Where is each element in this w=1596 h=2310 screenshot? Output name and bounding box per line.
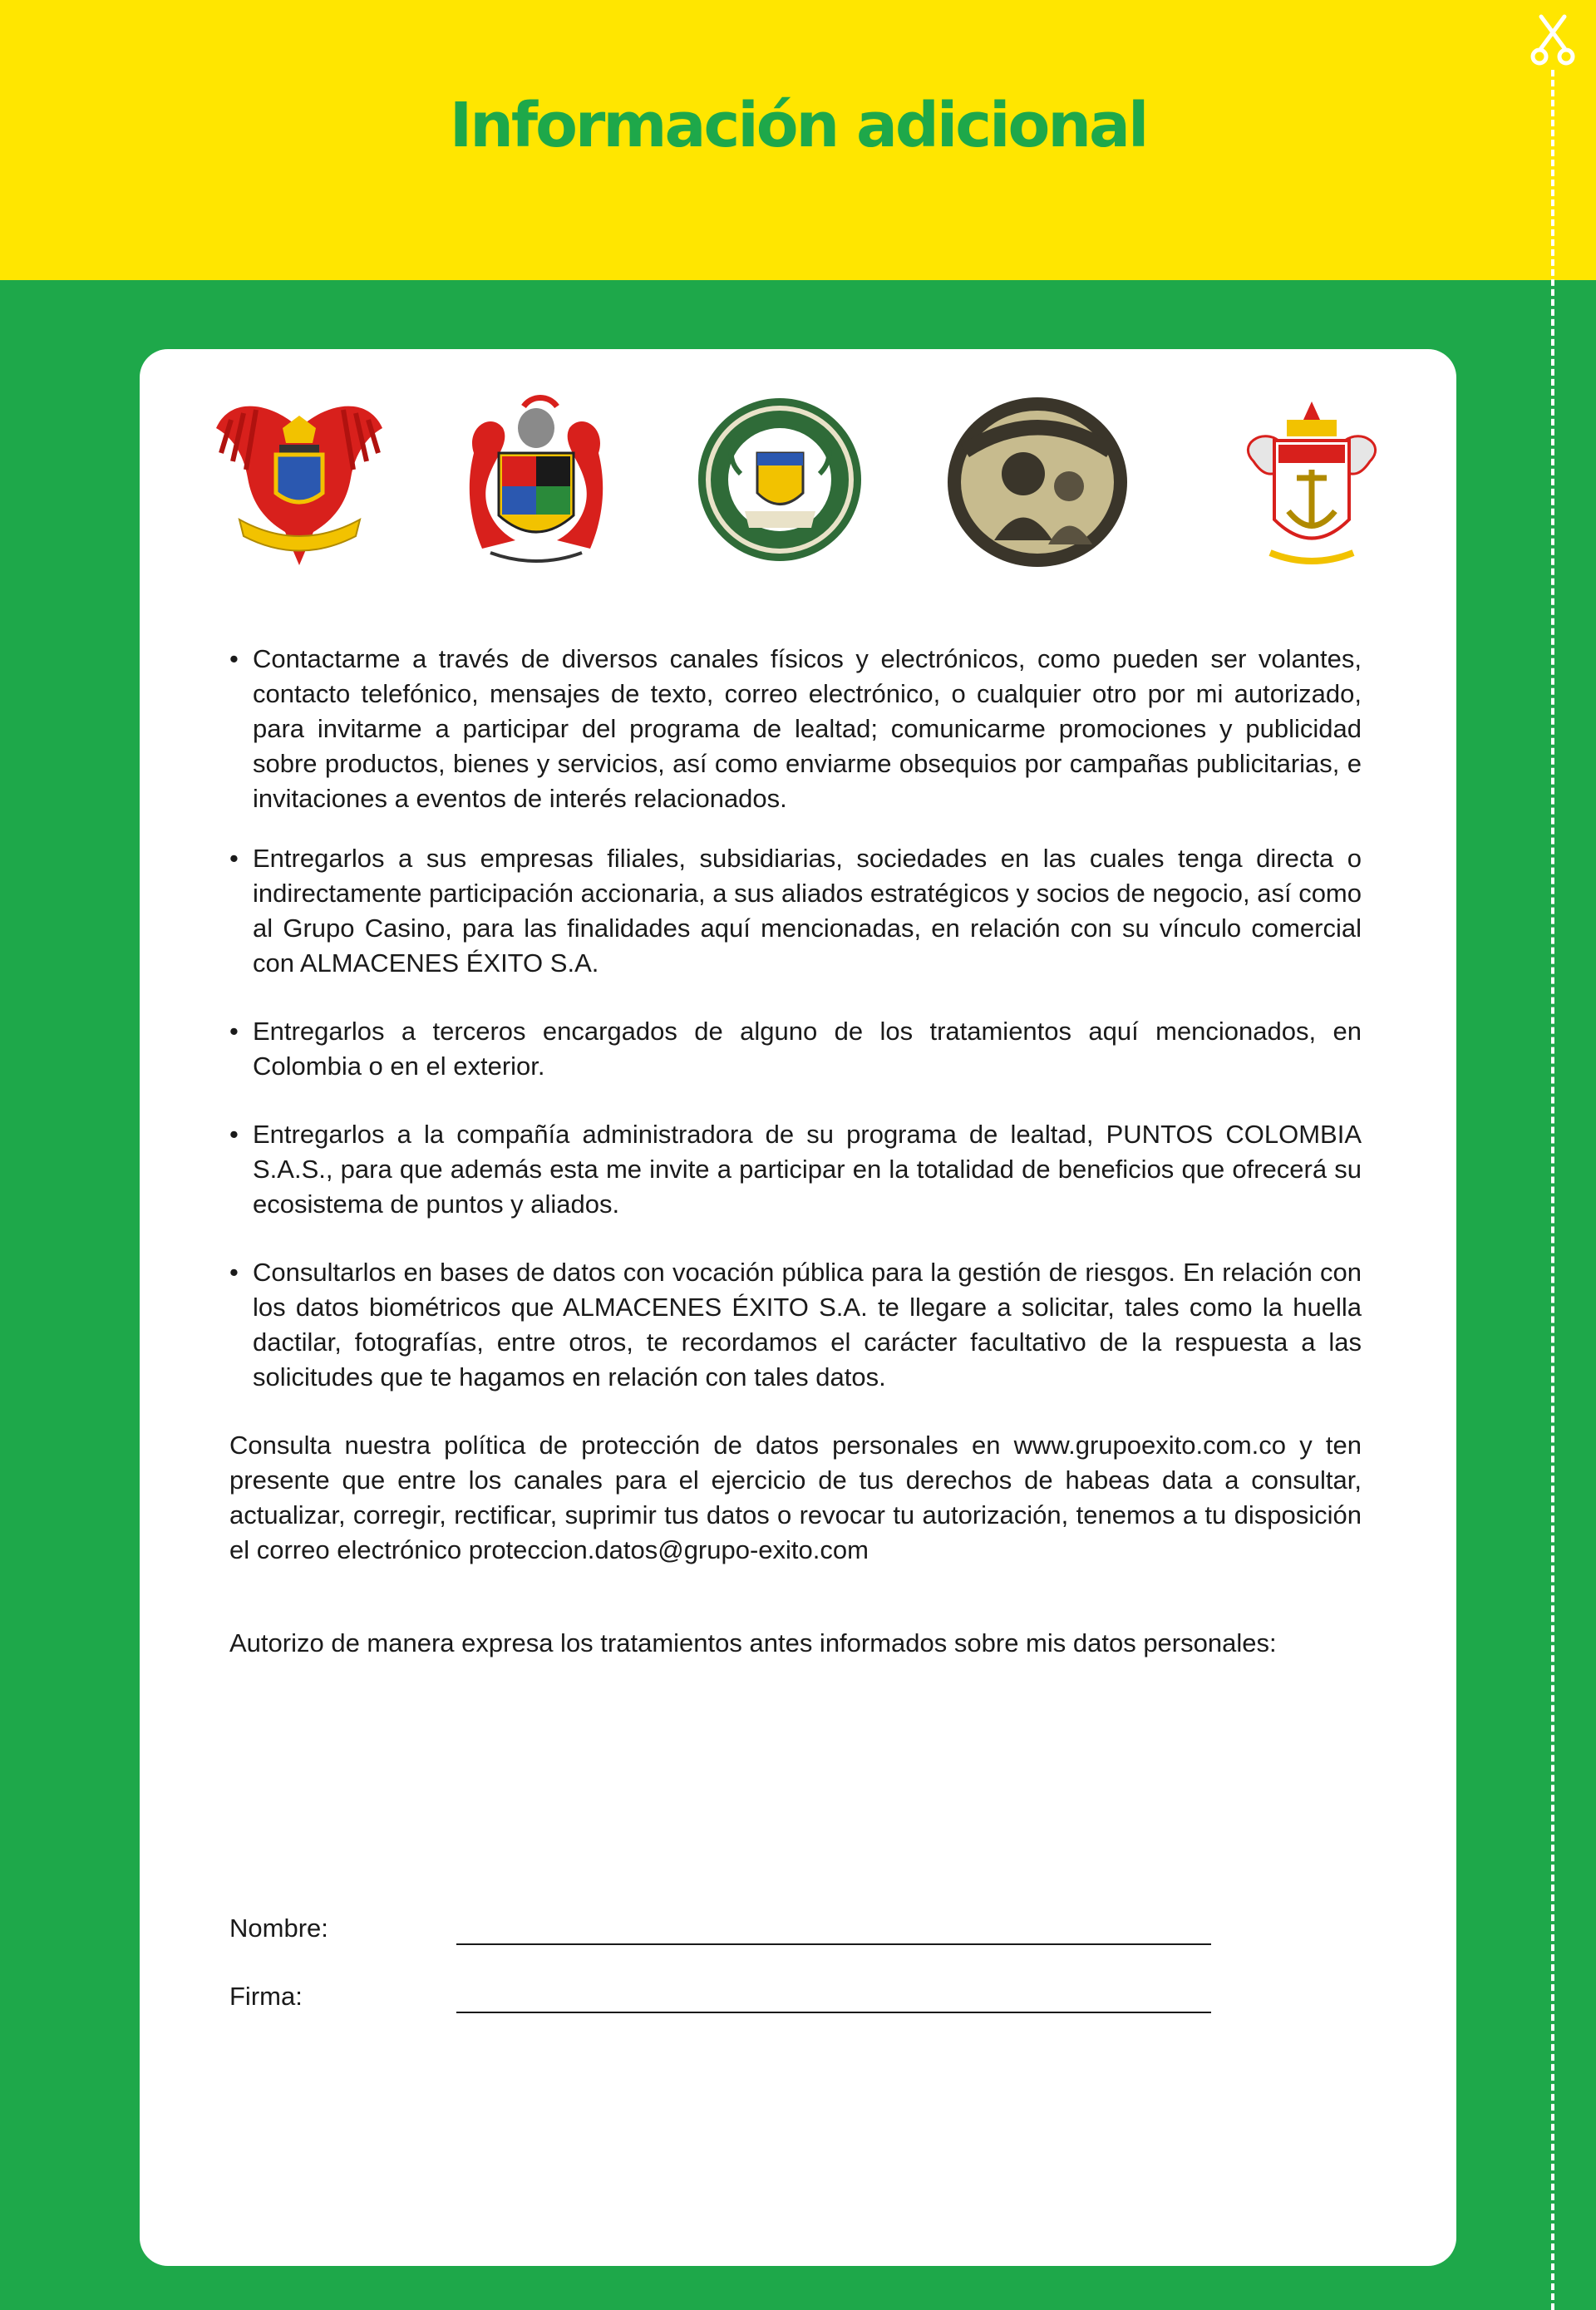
- nombre-row: [229, 1914, 1144, 1948]
- authorization-statement: Autorizo de manera expresa los tratamientos antes informados sobre mis datos personales:: [229, 1628, 1277, 1657]
- firma-signature-line: [456, 2012, 1211, 2013]
- info-card: [140, 349, 1456, 2266]
- scissors-icon: [1530, 12, 1576, 68]
- list-item: [229, 841, 1362, 981]
- police-seal-icon: [695, 395, 865, 565]
- privacy-policy-text: Consulta nuestra política de protección de datos personales en www.grupoexito.com.co y ten presente que entre los canales para el ejercicio de tus derechos de habeas data a consultar, actualizar, corregir, rectificar, suprimir tus datos o revocar tu autorización, tenemos a tu disposición el correo electrónico proteccion.datos@grupo-exito.com: [229, 1431, 1362, 1564]
- gaula-badge-icon: [944, 395, 1131, 569]
- bullet-text: Entregarlos a sus empresas filiales, subsidiarias, sociedades en las cuales tenga directa o indirectamente participación accionaria, a sus aliados estratégicos y socios de negocio, así como al Grupo Casino, para las finalidades aquí mencionadas, en relación con su vínculo comercial con ALMACENES ÉXITO S.A.: [253, 844, 1362, 978]
- list-item: [229, 1255, 1362, 1395]
- firma-label: Firma:: [229, 1982, 303, 2011]
- crests-row: [214, 395, 1387, 578]
- cut-dashed-line: [1551, 70, 1554, 2310]
- list-item: [229, 1117, 1362, 1222]
- helmet-crest-icon: [466, 395, 607, 574]
- bullet-text: Consultarlos en bases de datos con vocación pública para la gestión de riesgos. En relación con los datos biométricos que ALMACENES ÉXITO S.A. te llegare a solicitar, tales como la huella dactilar, fotografías, entre otros, te recordamos el carácter facultativo de la respuesta a las solicitudes que te hagamos en relación con tales datos.: [253, 1258, 1362, 1391]
- list-item: [229, 642, 1362, 816]
- bullet-text: Contactarme a través de diversos canales físicos y electrónicos, como pueden ser volantes, contacto telefónico, mensajes de texto, correo electrónico, o cualquier otro por mi autorizado, para invitarme a participar del programa de lealtad; comunicarme promociones y publicidad sobre productos, bienes y servicios, así como enviarme obsequios por campañas publicitarias, e invitaciones a eventos de interés relacionados.: [253, 644, 1362, 813]
- bullet-text: Entregarlos a la compañía administradora de su programa de lealtad, PUNTOS COLOMBIA S.A.S., para que además esta me invite a participar en la totalidad de beneficios que ofrecerá su ecosistema de puntos y aliados.: [253, 1120, 1362, 1219]
- condor-crest-icon: [214, 395, 385, 574]
- bullet-dot: •: [229, 1120, 239, 1149]
- header-band: [0, 0, 1596, 280]
- nombre-signature-line: [456, 1943, 1211, 1945]
- page-title: Información adicional: [449, 90, 1147, 161]
- anchor-crest-icon: [1237, 395, 1387, 574]
- bullet-text: Entregarlos a terceros encargados de alguno de los tratamientos aquí mencionados, en Colombia o en el exterior.: [253, 1017, 1362, 1081]
- bullet-list: [229, 642, 1362, 1395]
- nombre-label: Nombre:: [229, 1914, 328, 1943]
- firma-row: [229, 1982, 1144, 2017]
- bullet-dot: •: [229, 644, 239, 673]
- list-item: [229, 1014, 1362, 1084]
- bullet-dot: •: [229, 1258, 239, 1287]
- bullet-dot: •: [229, 844, 239, 873]
- content-body: [229, 642, 1362, 1661]
- bullet-dot: •: [229, 1017, 239, 1046]
